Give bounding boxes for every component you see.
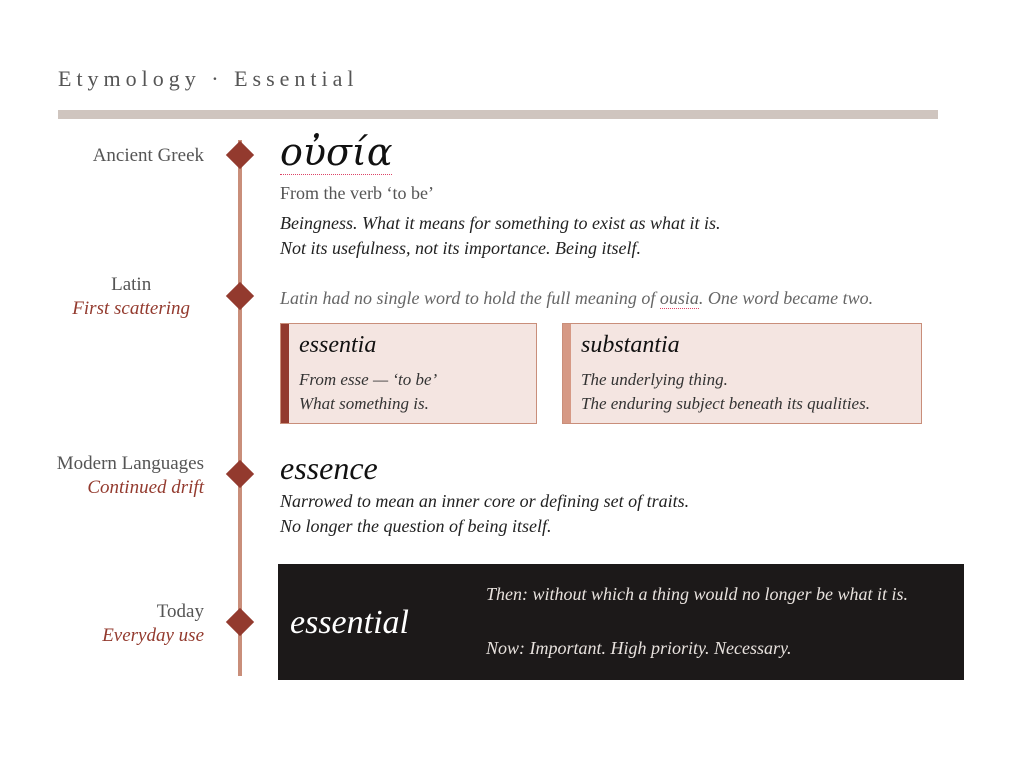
era-sub: Everyday use xyxy=(102,625,204,646)
essentia-desc xyxy=(299,368,437,416)
essential-word: essential xyxy=(290,604,409,641)
essentia-line1: From esse — ‘to be’ xyxy=(299,370,438,389)
greek-meaning-line2: Not its usefulness, not its importance. Being itself. xyxy=(280,238,641,258)
essential-now: Now: Important. High priority. Necessary. xyxy=(486,638,792,658)
essence-desc xyxy=(280,489,689,539)
essential-then: Then: without which a thing would no longer be what it is. xyxy=(486,584,909,604)
timeline-marker-ancient-greek xyxy=(226,141,254,169)
era-sub: First scattering xyxy=(72,298,190,319)
era-name: Latin xyxy=(111,274,152,295)
timeline-marker-today xyxy=(226,608,254,636)
greek-word-text: οὐσία xyxy=(280,130,393,174)
era-sub: Continued drift xyxy=(87,477,204,498)
essence-word: essence xyxy=(280,450,378,486)
title-rule xyxy=(58,110,938,119)
substantia-accent-bar xyxy=(563,324,571,423)
essentia-accent-bar xyxy=(281,324,289,423)
latin-intro-before: Latin had no single word to hold the full meaning of xyxy=(280,288,660,308)
timeline-marker-modern xyxy=(226,460,254,488)
page-title: Etymology · Essential xyxy=(58,66,359,91)
essentia-line2: What something is. xyxy=(299,394,429,413)
greek-origin: From the verb ‘to be’ xyxy=(280,183,434,203)
timeline-marker-latin xyxy=(226,282,254,310)
era-name: Ancient Greek xyxy=(92,145,204,166)
latin-intro-word: ousia xyxy=(659,288,699,308)
greek-meaning-line1: Beingness. What it means for something to exist as what it is. xyxy=(280,213,721,233)
era-label-today xyxy=(102,600,204,648)
essence-line1: Narrowed to mean an inner core or defining set of traits. xyxy=(280,491,690,511)
substantia-word: substantia xyxy=(581,332,680,358)
essential-panel xyxy=(278,564,964,680)
greek-meaning xyxy=(280,211,720,261)
substantia-desc xyxy=(581,368,870,416)
latin-intro xyxy=(280,288,873,309)
essentia-box xyxy=(280,323,537,424)
era-label-ancient-greek xyxy=(93,144,204,168)
latin-intro-after: . One word became two. xyxy=(698,288,874,308)
timeline-line xyxy=(238,140,242,676)
era-label-modern xyxy=(57,452,204,500)
substantia-box xyxy=(562,323,922,424)
substantia-line1: The underlying thing. xyxy=(581,370,728,389)
essence-line2: No longer the question of being itself. xyxy=(280,516,552,536)
substantia-line2: The enduring subject beneath its qualities. xyxy=(581,394,870,413)
era-name: Modern Languages xyxy=(56,453,204,474)
essentia-word: essentia xyxy=(299,332,377,358)
era-name: Today xyxy=(156,601,204,622)
era-label-latin xyxy=(72,273,190,321)
greek-word xyxy=(280,130,392,174)
